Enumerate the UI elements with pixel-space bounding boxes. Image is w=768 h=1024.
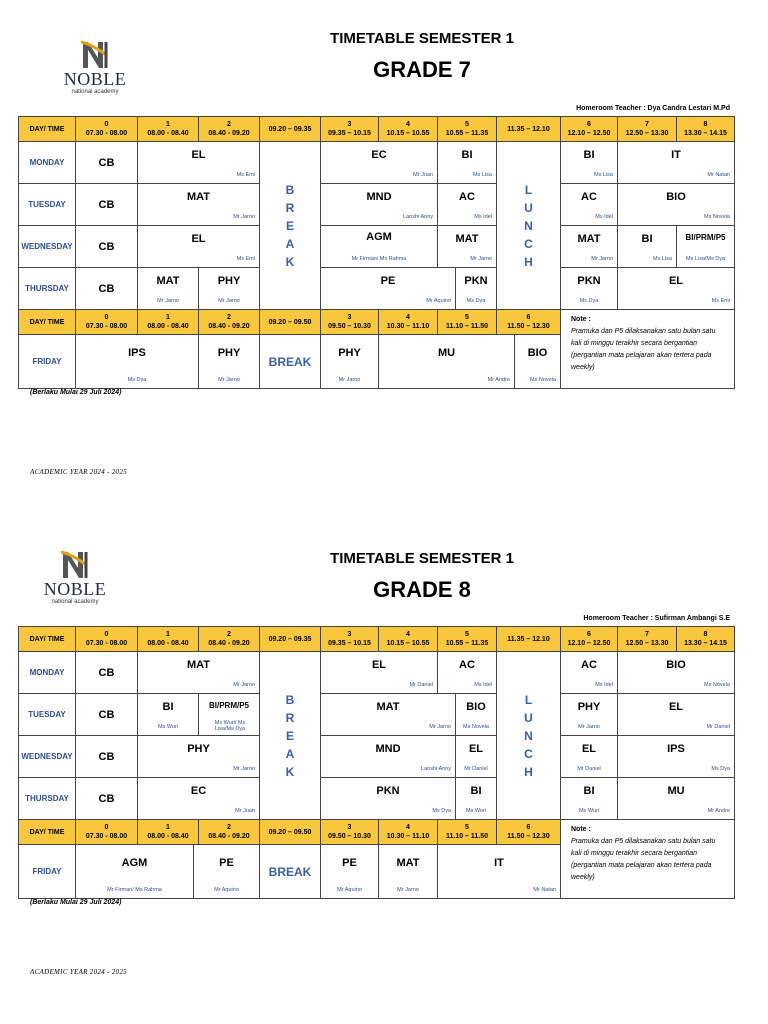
lesson-cell: EC Mr Juan [137,777,260,820]
fri-period-break: 09.20 – 09.50 [259,309,321,335]
fri-period-3: 3 09.50 – 10.30 [320,309,379,335]
lesson-cell: MU Mr Andre [378,334,515,389]
note-box: Note : Pramuka dan P5 dilaksanakan satu bulan satu kali di minggu terakhir secara bergantian (pergantian mata pelajaran akan tertera pada weekly) [560,309,735,389]
lesson-cell: EL Ms Emi [137,141,260,184]
note-box: Note : Pramuka dan P5 dilaksanakan satu bulan satu kali di minggu terakhir secara bergantian (pergantian mata pelajaran akan tertera pada weekly) [560,819,735,899]
lesson-cell: PE Mr Aquino [320,267,456,310]
brand-sub: national academy [51,599,99,605]
fri-period-6: 6 11.50 – 12.30 [496,309,561,335]
homeroom-teacher: Homeroom Teacher : Dya Candra Lestari M.Pd [576,105,730,112]
lesson-cell: IPS Ms Dya [617,735,735,778]
lesson-cell: IT Mr Natan [437,844,561,899]
lesson-cell: EL Mr Daniel [455,735,497,778]
break-cell: BREAK [259,844,321,899]
fri-period-5: 5 11.10 – 11.50 [437,819,497,845]
lesson-cell: MND Laoshi Anny [320,183,438,226]
day-friday: FRIDAY [18,334,76,389]
period-0: 0 07.30 - 08.00 [75,626,138,652]
period-7: 7 12.50 – 13.30 [617,626,677,652]
lesson-cell: EL Mr Daniel [617,693,735,736]
period-2: 2 08.40 - 09.20 [198,116,260,142]
lesson-cell: CB [75,651,138,694]
timetable-grid-grade7 [18,116,735,388]
lesson-cell: EL Mr Daniel [320,651,438,694]
lesson-cell: PKN Ms Dya [455,267,497,310]
period-0: 0 07.30 - 08.00 [75,116,138,142]
period-lunch: 11.35 – 12.10 [496,116,561,142]
timetable-title: TIMETABLE SEMESTER 1 [330,30,514,47]
grade-title: GRADE 8 [373,577,471,602]
header-day-time-friday: DAY/ TIME [18,309,76,335]
break-column: B R E A K [259,141,321,310]
lesson-cell: MU Mr Andre [617,777,735,820]
lesson-cell: MAT Mr Jarno [137,267,199,310]
period-5: 5 10.55 – 11.35 [437,626,497,652]
period-3: 3 09.35 – 10.15 [320,116,379,142]
academic-year: ACADEMIC YEAR 2024 - 2025 [30,468,127,476]
lunch-column: L U N C H [496,141,561,310]
period-2: 2 08.40 - 09.20 [198,626,260,652]
lesson-cell: MAT Mr Jarno [378,844,438,899]
period-lunch: 11.35 – 12.10 [496,626,561,652]
lesson-cell: PE Mr Aquino [193,844,260,899]
lesson-cell: BI Ms Wuri [137,693,199,736]
lesson-cell: AGM Mr Firman/ Ms Rahma [320,225,438,268]
lesson-cell: CB [75,225,138,268]
day-tuesday: TUESDAY [18,183,76,226]
day-monday: MONDAY [18,651,76,694]
lesson-cell: EL Ms Emi [617,267,735,310]
lunch-column: L U N C H [496,651,561,820]
period-4: 4 10.15 – 10.55 [378,626,438,652]
lesson-cell: BI/PRM/P5 Ms Wuri/ Ms Lisa/Ms Dya [198,693,260,736]
lesson-cell: AC Ms Idel [560,183,618,226]
fri-period-2: 2 08.40 - 09.20 [198,819,260,845]
day-thursday: THURSDAY [18,777,76,820]
brand-name: NOBLE [63,69,127,89]
effective-date: (Berlaku Mulai 29 Juli 2024) [30,899,122,906]
day-wednesday: WEDNESDAY [18,225,76,268]
lesson-cell: CB [75,693,138,736]
lesson-cell: BI Ms Lisa [560,141,618,184]
timetable-title: TIMETABLE SEMESTER 1 [330,550,514,567]
period-6: 6 12.10 – 12.50 [560,626,618,652]
fri-period-0: 0 07.30 - 08.00 [75,819,138,845]
lesson-cell: PHY Mr Jarno [560,693,618,736]
lesson-cell: AGM Mr Firman/ Ms Rahma [75,844,194,899]
period-7: 7 12.50 – 13.30 [617,116,677,142]
lesson-cell: BIO Ms Novela [617,651,735,694]
lesson-cell: BI Ms Wuri [455,777,497,820]
fri-period-2: 2 08.40 - 09.20 [198,309,260,335]
brand-sub: national academy [71,89,119,95]
period-break: 09.20 – 09.35 [259,626,321,652]
lesson-cell: CB [75,777,138,820]
lesson-cell: CB [75,267,138,310]
brand-name: NOBLE [43,579,107,599]
lesson-cell: CB [75,735,138,778]
academic-year: ACADEMIC YEAR 2024 - 2025 [30,968,127,976]
lesson-cell: EC Mr Juan [320,141,438,184]
lesson-cell: PHY Mr Jarno [198,334,260,389]
period-5: 5 10.55 – 11.35 [437,116,497,142]
fri-period-6: 6 11.50 – 12.30 [496,819,561,845]
lesson-cell: MAT Mr Jarno [137,183,260,226]
lesson-cell: IT Mr Natan [617,141,735,184]
lesson-cell: MAT Mr Jarno [437,225,497,268]
lesson-cell: BIO Ms Novela [455,693,497,736]
fri-period-4: 4 10.30 – 11.10 [378,819,438,845]
fri-period-0: 0 07.30 - 08.00 [75,309,138,335]
fri-period-1: 1 08.00 - 08.40 [137,819,199,845]
period-6: 6 12.10 – 12.50 [560,116,618,142]
lesson-cell: EL Ms Emi [137,225,260,268]
homeroom-teacher: Homeroom Teacher : Sufirman Ambangi S.E [583,615,730,622]
period-4: 4 10.15 – 10.55 [378,116,438,142]
period-8: 8 13.30 – 14.15 [676,116,735,142]
lesson-cell: PHY Mr Jarno [137,735,260,778]
fri-period-5: 5 11.10 – 11.50 [437,309,497,335]
lesson-cell: AC Ms Idel [560,651,618,694]
lesson-cell: IPS Ms Dya [75,334,199,389]
lesson-cell: AC Ms Idel [437,183,497,226]
effective-date: (Berlaku Mulai 29 Juli 2024) [30,389,122,396]
header-day-time-friday: DAY/ TIME [18,819,76,845]
lesson-cell: BIO Ms Novela [617,183,735,226]
period-8: 8 13.30 – 14.15 [676,626,735,652]
lesson-cell: PKN Ms Dya [320,777,456,820]
lesson-cell: CB [75,141,138,184]
fri-period-4: 4 10.30 – 11.10 [378,309,438,335]
fri-period-1: 1 08.00 - 08.40 [137,309,199,335]
period-3: 3 09.35 – 10.15 [320,626,379,652]
lesson-cell: MAT Mr Jarno [320,693,456,736]
header-day-time: DAY/ TIME [18,116,76,142]
break-column: B R E A K [259,651,321,820]
day-thursday: THURSDAY [18,267,76,310]
timetable-grid-grade8 [18,626,735,898]
lesson-cell: BI/PRM/P5 Ms Lisa/Ms Dya [676,225,735,268]
break-cell: BREAK [259,334,321,389]
lesson-cell: MAT Mr Jarno [137,651,260,694]
fri-period-break: 09.20 – 09.50 [259,819,321,845]
grade-title: GRADE 7 [373,57,471,82]
lesson-cell: BI Ms Lisa [617,225,677,268]
day-friday: FRIDAY [18,844,76,899]
lesson-cell: PHY Mr Jarno [198,267,260,310]
header-day-time: DAY/ TIME [18,626,76,652]
lesson-cell: PKN Ms Dya [560,267,618,310]
lesson-cell: MND Laoshi Anny [320,735,456,778]
lesson-cell: MAT Mr Jarno [560,225,618,268]
lesson-cell: EL Mr Daniel [560,735,618,778]
day-tuesday: TUESDAY [18,693,76,736]
lesson-cell: BI Ms Lisa [437,141,497,184]
day-wednesday: WEDNESDAY [18,735,76,778]
lesson-cell: PE Mr Aquino [320,844,379,899]
lesson-cell: CB [75,183,138,226]
period-1: 1 08.00 - 08.40 [137,626,199,652]
lesson-cell: BI Ms Wuri [560,777,618,820]
fri-period-3: 3 09.50 – 10.30 [320,819,379,845]
period-break: 09.20 – 09.35 [259,116,321,142]
day-monday: MONDAY [18,141,76,184]
period-1: 1 08.00 - 08.40 [137,116,199,142]
lesson-cell: PHY Mr Jarno [320,334,379,389]
lesson-cell: AC Ms Idel [437,651,497,694]
lesson-cell: BIO Ms Novela [514,334,561,389]
